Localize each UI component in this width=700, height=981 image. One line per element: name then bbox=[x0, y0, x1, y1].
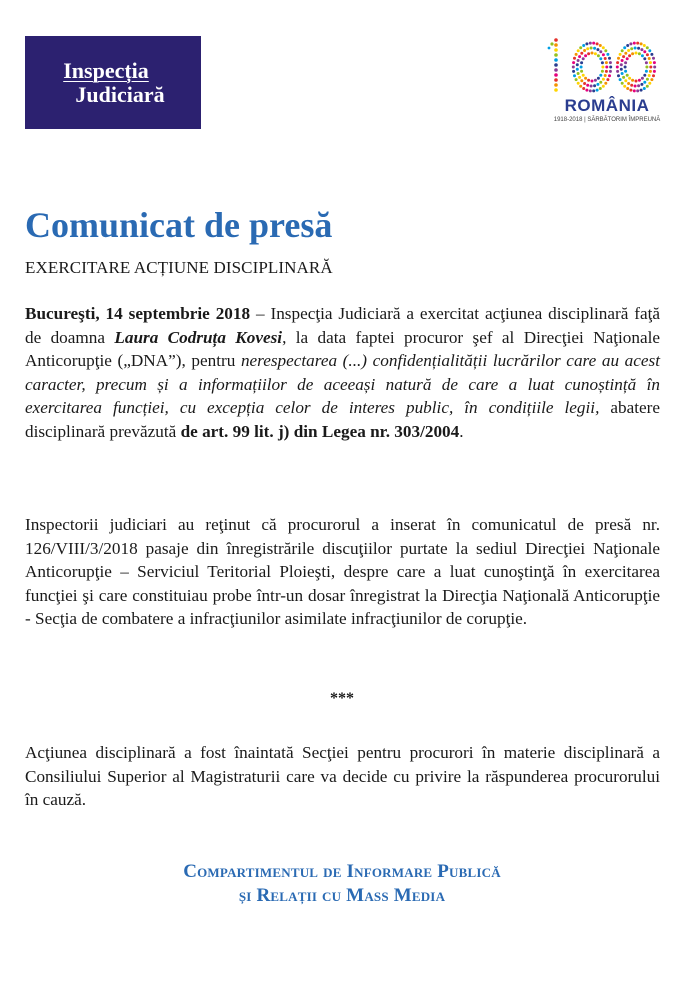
centenar-dot bbox=[554, 73, 558, 77]
centenar-dot bbox=[580, 61, 583, 64]
centenar-dot bbox=[585, 89, 588, 92]
paragraph-1 bbox=[25, 302, 660, 443]
centenar-dot bbox=[649, 70, 652, 73]
centenar-dot bbox=[580, 70, 583, 73]
centenar-dot bbox=[608, 74, 611, 77]
centenar-dot bbox=[649, 66, 652, 69]
centenar-romania-logo bbox=[540, 34, 680, 129]
centenar-dot bbox=[621, 49, 624, 52]
centenar-dot bbox=[646, 53, 649, 56]
paragraph-1-text-1: – Inspecţia Judiciară a exercitat acţiunea disciplinară faţă de doamna bbox=[25, 304, 660, 347]
paragraph-1-text-3: abatere disciplinară prevăzută bbox=[25, 398, 660, 441]
centenar-dot bbox=[646, 78, 649, 81]
centenar-dot bbox=[640, 42, 643, 45]
centenar-dot bbox=[621, 82, 624, 85]
centenar-dot bbox=[580, 66, 583, 69]
centenar-dot bbox=[631, 52, 634, 55]
centenar-dot bbox=[649, 61, 652, 64]
centenar-dot bbox=[554, 53, 558, 57]
inspectia-judiciara-logo bbox=[25, 36, 201, 129]
centenar-dot bbox=[636, 42, 639, 45]
centenar-dot bbox=[617, 74, 620, 77]
centenar-dot bbox=[645, 61, 648, 64]
centenar-dot bbox=[601, 66, 604, 69]
centenar-dot bbox=[630, 47, 633, 50]
centenar-dot bbox=[628, 77, 631, 80]
centenar-dot bbox=[594, 79, 597, 82]
centenar-dot bbox=[624, 61, 627, 64]
centenar-dot bbox=[583, 82, 586, 85]
centenar-dot bbox=[593, 47, 596, 50]
centenar-dot bbox=[587, 79, 590, 82]
centenar-dot bbox=[582, 74, 585, 77]
centenar-dot bbox=[599, 81, 602, 84]
centenar-dot bbox=[604, 49, 607, 52]
centenar-dot bbox=[609, 70, 612, 73]
centenar-dot bbox=[606, 78, 609, 81]
centenar-dot bbox=[596, 42, 599, 45]
centenar-dot bbox=[620, 68, 623, 71]
centenar-dot bbox=[602, 78, 605, 81]
centenar-dot bbox=[554, 48, 558, 52]
centenar-dot bbox=[604, 82, 607, 85]
centenar-dot bbox=[573, 74, 576, 77]
centenar-dot bbox=[631, 79, 634, 82]
centenar-dot bbox=[623, 46, 626, 49]
centenar-dot bbox=[578, 55, 581, 58]
centenar-dot bbox=[594, 52, 597, 55]
centenar-dot bbox=[604, 74, 607, 77]
centenar-dot bbox=[626, 44, 629, 47]
centenar-dot bbox=[619, 53, 622, 56]
centenar-dot bbox=[641, 77, 644, 80]
centenar-dot bbox=[591, 80, 594, 83]
person-name: Laura Codruța Kovesi bbox=[114, 327, 283, 347]
centenar-dot bbox=[626, 74, 629, 77]
centenar-dot bbox=[619, 78, 622, 81]
paragraph-2: Inspectorii judiciari au reţinut că procurorul a inserat în comunicatul de presă nr. 126/VIII/3/2018 pasaje din înregistrările discuţiilor purtate la sediul Direcţiei Naţionale Anticorupţie – Serviciul Teritorial Ploieşti, despre care a luat cunoştinţă în exercitarea funcţiei şi care constituiau probe într-un dosar înregistrat la Direcţia Naţională Anticorupţie - Secţia de combatere a infracţiunilor asimilate infracţiunilor de corupţie. bbox=[25, 515, 660, 628]
dateline: Bucureşti, 14 septembrie 2018 bbox=[25, 304, 251, 323]
centenar-dot bbox=[630, 84, 633, 87]
centenar-dot bbox=[593, 84, 596, 87]
page-subtitle: EXERCITARE ACȚIUNE DISCIPLINARĂ bbox=[25, 258, 333, 277]
centenar-dot bbox=[585, 42, 588, 45]
centenar-dot bbox=[616, 61, 619, 64]
centenar-dot bbox=[624, 79, 627, 82]
footer-line-1: Compartimentul de Informare Publică bbox=[183, 861, 501, 882]
centenar-dot bbox=[554, 83, 558, 87]
legal-reference: de art. 99 lit. j) din Legea nr. 303/2004 bbox=[180, 421, 460, 441]
paragraph-1-text-4: . bbox=[459, 421, 464, 441]
centenar-dot bbox=[554, 78, 558, 82]
footer-signature bbox=[0, 860, 684, 908]
centenar-dot bbox=[633, 89, 636, 92]
centenar-dot bbox=[643, 81, 646, 84]
centenar-dot bbox=[650, 53, 653, 56]
centenar-dot bbox=[605, 61, 608, 64]
centenar-dot bbox=[554, 58, 558, 62]
centenar-country-label: ROMÂNIA bbox=[564, 96, 650, 115]
centenar-dot bbox=[577, 49, 580, 52]
centenar-dot bbox=[586, 47, 589, 50]
centenar-dot bbox=[589, 89, 592, 92]
centenar-dot bbox=[554, 68, 558, 72]
centenar-dot bbox=[638, 52, 641, 55]
centenar-dot bbox=[597, 54, 600, 57]
centenar-dot bbox=[634, 47, 637, 50]
centenar-dot bbox=[643, 44, 646, 47]
centenar-dot bbox=[638, 79, 641, 82]
centenar-dot bbox=[652, 74, 655, 77]
centenar-dot bbox=[648, 82, 651, 85]
centenar-dot bbox=[633, 42, 636, 45]
centenar-dot bbox=[643, 87, 646, 90]
centenar-dot bbox=[579, 85, 582, 88]
centenar-dot bbox=[580, 52, 583, 55]
centenar-dot bbox=[643, 74, 646, 77]
centenar-dot bbox=[584, 77, 587, 80]
centenar-dot bbox=[554, 88, 558, 92]
centenar-dot bbox=[621, 72, 624, 75]
centenar-dot bbox=[577, 59, 580, 62]
centenar-dot bbox=[599, 50, 602, 53]
centenar-dot bbox=[629, 89, 632, 92]
centenar-dot bbox=[635, 80, 638, 83]
centenar-dot bbox=[577, 82, 580, 85]
centenar-dot bbox=[634, 85, 637, 88]
centenar-dot bbox=[640, 48, 643, 51]
centenar-dot bbox=[599, 57, 602, 60]
centenar-dot bbox=[599, 74, 602, 77]
paragraph-3: Acţiunea disciplinară a fost înaintată Secţiei pentru procurori în materie disciplinară a Consiliului Superior al Magistraturii care va decide cu privire la răspunderea procurorului în cauză. bbox=[25, 743, 660, 809]
footer-line-2: și Relații cu Mass Media bbox=[238, 885, 446, 906]
centenar-dot bbox=[648, 57, 651, 60]
centenar-dot bbox=[599, 44, 602, 47]
centenar-dot bbox=[577, 72, 580, 75]
centenar-dot bbox=[624, 70, 627, 73]
centenar-dot bbox=[597, 77, 600, 80]
centenar-dot bbox=[646, 85, 649, 88]
centenar-dot bbox=[582, 87, 585, 90]
centenar-dot bbox=[648, 74, 651, 77]
centenar-dot bbox=[628, 54, 631, 57]
centenar-dot bbox=[652, 57, 655, 60]
centenar-dot bbox=[576, 63, 579, 66]
centenar-dot bbox=[641, 54, 644, 57]
centenar-dot bbox=[586, 84, 589, 87]
centenar-dot bbox=[616, 66, 619, 69]
centenar-dot bbox=[653, 70, 656, 73]
centenar-dot bbox=[602, 46, 605, 49]
centenar-dot bbox=[635, 52, 638, 55]
centenar-dot bbox=[645, 70, 648, 73]
centenar-dot bbox=[592, 89, 595, 92]
centenar-dot bbox=[609, 61, 612, 64]
centenar-dot bbox=[643, 57, 646, 60]
centenar-dot bbox=[605, 70, 608, 73]
centenar-dot bbox=[573, 57, 576, 60]
centenar-tagline: 1918-2018 | SĂRBĂTORIM ÎMPREUNĂ bbox=[553, 117, 661, 123]
centenar-dot bbox=[578, 76, 581, 79]
page-title: Comunicat de presă bbox=[25, 205, 333, 245]
centenar-dot bbox=[624, 52, 627, 55]
centenar-dot bbox=[650, 78, 653, 81]
centenar-dot bbox=[572, 61, 575, 64]
centenar-dot bbox=[623, 85, 626, 88]
centenar-dot bbox=[602, 85, 605, 88]
centenar-dot bbox=[653, 61, 656, 64]
centenar-dot bbox=[591, 52, 594, 55]
centenar-dot bbox=[550, 42, 553, 45]
centenar-dot bbox=[572, 70, 575, 73]
centenar-dot bbox=[592, 42, 595, 45]
centenar-dot bbox=[548, 47, 551, 50]
centenar-dot bbox=[643, 50, 646, 53]
centenar-dot bbox=[596, 48, 599, 51]
logo-line-2: Judiciară bbox=[75, 81, 165, 107]
centenar-dot bbox=[627, 82, 630, 85]
centenar-dot bbox=[604, 57, 607, 60]
centenar-dot bbox=[629, 42, 632, 45]
centenar-dot bbox=[554, 38, 558, 42]
centenar-dot bbox=[616, 70, 619, 73]
centenar-dot bbox=[646, 46, 649, 49]
centenar-dot bbox=[582, 44, 585, 47]
centenar-dot bbox=[608, 57, 611, 60]
centenar-dot bbox=[620, 63, 623, 66]
centenar-dot bbox=[637, 47, 640, 50]
centenar-dot bbox=[596, 83, 599, 86]
centenar-dot bbox=[609, 66, 612, 69]
separator-stars: *** bbox=[330, 690, 354, 707]
quoted-provision: nerespectarea (...) confidențialității lucrărilor care au acest caracter, precum și a informațiilor de aceeași natură de care a luat cunoștință în exercitarea funcției, cu excepția celor de interes public, în condițiile legii, bbox=[25, 351, 660, 417]
centenar-dot bbox=[606, 53, 609, 56]
centenar-dot bbox=[584, 54, 587, 57]
centenar-dot bbox=[626, 57, 629, 60]
centenar-dot bbox=[576, 68, 579, 71]
centenar-dot bbox=[599, 87, 602, 90]
centenar-dot bbox=[648, 49, 651, 52]
logo-line-1: Inspecția bbox=[63, 57, 149, 83]
centenar-dot bbox=[582, 57, 585, 60]
centenar-dot bbox=[636, 89, 639, 92]
centenar-dot bbox=[624, 66, 627, 69]
centenar-dot bbox=[640, 83, 643, 86]
centenar-dot bbox=[602, 53, 605, 56]
centenar-dot bbox=[601, 70, 604, 73]
centenar-dot bbox=[572, 66, 575, 69]
centenar-dot bbox=[622, 55, 625, 58]
centenar-dot bbox=[621, 59, 624, 62]
centenar-dot bbox=[622, 76, 625, 79]
centenar-dot bbox=[640, 89, 643, 92]
centenar-dot bbox=[617, 57, 620, 60]
centenar-dot bbox=[587, 52, 590, 55]
centenar-dot bbox=[626, 87, 629, 90]
centenar-dot bbox=[605, 66, 608, 69]
centenar-dot bbox=[580, 79, 583, 82]
centenar-numeral-graphic bbox=[540, 34, 674, 96]
centenar-dot bbox=[575, 53, 578, 56]
centenar-dot bbox=[554, 43, 558, 47]
centenar-dot bbox=[653, 66, 656, 69]
centenar-dot bbox=[589, 42, 592, 45]
centenar-dot bbox=[575, 78, 578, 81]
centenar-dot bbox=[590, 47, 593, 50]
paragraph-1-text-2: , la data faptei procuror şef al Direcţiei Naţionale Anticorupţie („DNA”), pentru bbox=[25, 327, 660, 370]
centenar-dot bbox=[554, 63, 558, 67]
centenar-dot bbox=[583, 49, 586, 52]
centenar-dot bbox=[627, 49, 630, 52]
centenar-dot bbox=[590, 85, 593, 88]
centenar-dot bbox=[596, 89, 599, 92]
centenar-dot bbox=[637, 84, 640, 87]
centenar-dot bbox=[645, 66, 648, 69]
centenar-dot bbox=[579, 46, 582, 49]
centenar-dot bbox=[601, 61, 604, 64]
